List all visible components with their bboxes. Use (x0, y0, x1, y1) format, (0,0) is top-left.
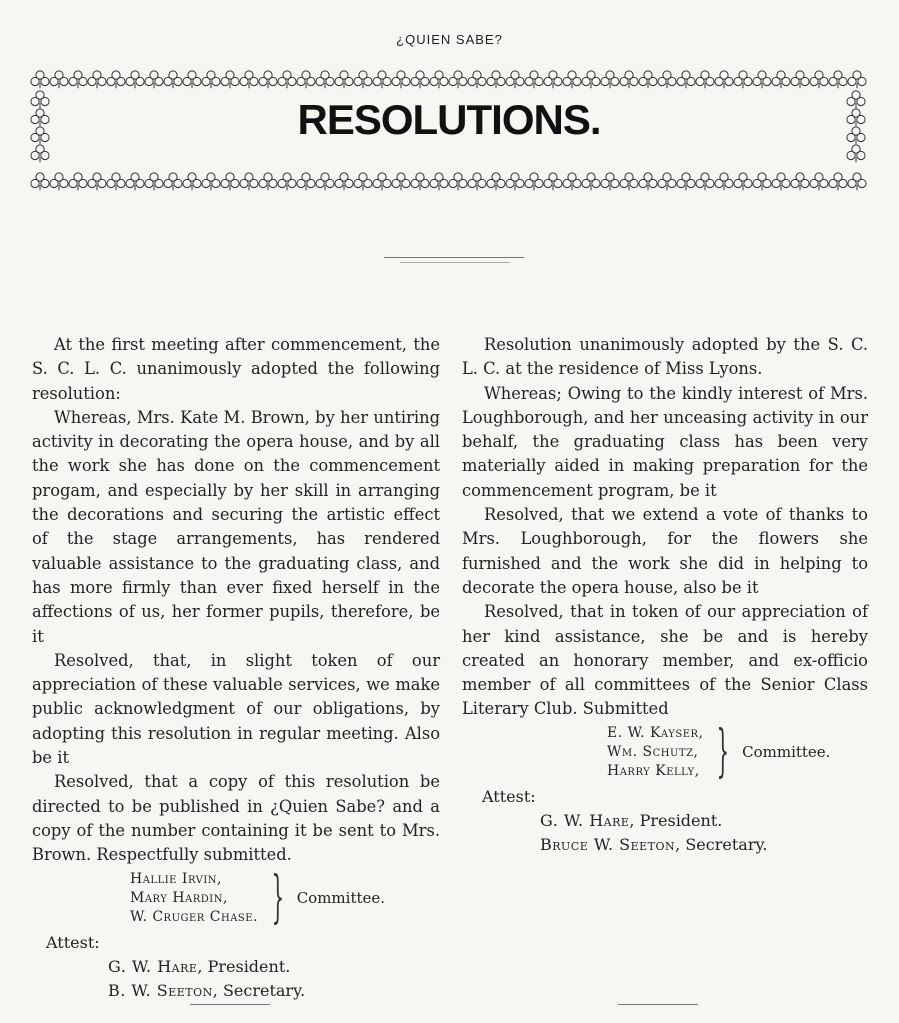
page-title: RESOLUTIONS. (297, 96, 601, 143)
president-line: G. W. Hare, President. (540, 811, 723, 831)
paragraph: Whereas, Mrs. Kate M. Brown, by her untiring activity in decorating the opera house, and by all the work she has done on the commencement progam, and especially by her skill in arranging the decorations and securing the artistic effect of the stage arrangements, has rendered valuable assistance to the graduating class, and has more firmly than ever fixed herself in the affections of us, her former pupils, therefore, be it (32, 407, 440, 646)
separator-rule (384, 257, 524, 258)
paragraph: Resolved, that we extend a vote of thanks to Mrs. Loughborough, for the flowers she furnished and the work she did in helping to decorate the opera house, also be it (462, 505, 868, 597)
committee-member: E. W. Kayser, (607, 724, 704, 741)
committee-signatures (130, 865, 440, 931)
brace-glyph: } (717, 719, 730, 785)
secretary-line: Bruce W. Seeton, Secretary. (540, 835, 768, 855)
separator-rule-thin (400, 262, 510, 263)
committee-names (130, 870, 258, 927)
committee-label: Committee. (296, 888, 386, 907)
officers (108, 955, 440, 1003)
right-column (462, 333, 868, 857)
footer-rule (190, 1004, 270, 1005)
footer-rule (618, 1004, 698, 1005)
paragraph: Resolved, that, in slight token of our appreciation of these valuable services, we make public acknowledgment of our obligations, by adopting this resolution in regular meeting. Also be it (32, 650, 440, 768)
committee-label: Committee. (742, 742, 831, 761)
committee-member: Mary Hardin, (130, 889, 228, 906)
committee-member: Harry Kelly, (607, 762, 700, 779)
committee-member: W. Cruger Chase. (130, 908, 259, 925)
running-title: ¿QUIEN SABE? (396, 32, 503, 47)
brace-glyph: } (271, 865, 285, 931)
paragraph: At the first meeting after commencement, the S. C. L. C. unanimously adopted the following resolution: (32, 335, 440, 403)
committee-names (607, 724, 703, 781)
committee-signatures (607, 719, 868, 785)
president-line: G. W. Hare, President. (108, 956, 291, 976)
left-column (32, 333, 440, 1003)
paragraph: Resolved, that a copy of this resolution be directed to be published in ¿Quien Sabe? and a copy of the number containing it be sent to Mrs. Brown. Respectfully submitted. (32, 772, 440, 865)
paragraph: Resolution unanimously adopted by the S. C. L. C. at the residence of Miss Lyons. (462, 335, 868, 379)
committee-member: Wm. Schutz, (607, 743, 699, 760)
officers (540, 809, 868, 857)
secretary-line: B. W. Seeton, Secretary. (108, 980, 306, 1000)
title-banner (30, 70, 868, 194)
paragraph: Whereas; Owing to the kindly interest of Mrs. Loughborough, and her unceasing activity in our behalf, the graduating class has been very materially aided in making preparation for the commencement program, be it (462, 383, 868, 500)
paragraph: Resolved, that in token of our appreciation of her kind assistance, she be and is hereby created an honorary member, and ex-officio member of all committees of the Senior Class Literary Club. Submitted (462, 602, 868, 719)
committee-member: Hallie Irvin, (130, 870, 222, 887)
attest-label: Attest: (46, 932, 100, 952)
attest-label: Attest: (482, 786, 536, 806)
